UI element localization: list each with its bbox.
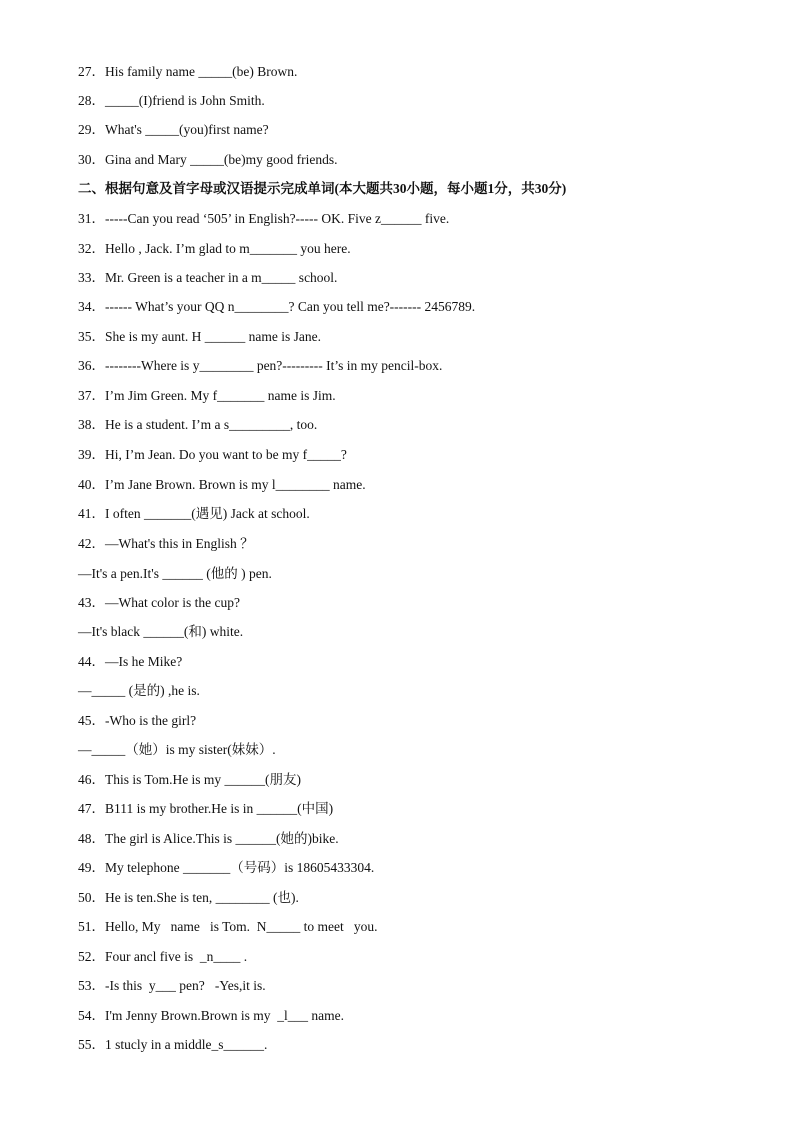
- question-48: 48．The girl is Alice.This is ______(她的)bike.: [78, 831, 339, 846]
- question-52: 52．Four ancl five is _n____ .: [78, 949, 248, 964]
- question-33: 33．Mr. Green is a teacher in a m_____ school.: [78, 270, 338, 285]
- question-44-answer: —_____ (是的) ,he is.: [78, 683, 200, 698]
- question-47: 47．B111 is my brother.He is in ______(中国): [78, 801, 334, 816]
- question-30: 30．Gina and Mary _____(be)my good friends.: [78, 152, 338, 167]
- question-54: 54．I'm Jenny Brown.Brown is my _l___ name.: [78, 1008, 345, 1023]
- question-43: 43．—What color is the cup?: [78, 595, 240, 610]
- question-44: 44．—Is he Mike?: [78, 654, 183, 669]
- question-43-answer: —It's black ______(和) white.: [78, 624, 244, 639]
- question-31: 31．-----Can you read ‘505’ in English?----- OK. Five z______ five.: [78, 211, 450, 226]
- question-32: 32．Hello , Jack. I’m glad to m_______ you here.: [78, 241, 351, 256]
- question-34: 34．------ What’s your QQ n________? Can you tell me?------- 2456789.: [78, 299, 476, 314]
- question-29: 29．What's _____(you)first name?: [78, 122, 269, 137]
- question-46: 46．This is Tom.He is my ______(朋友): [78, 772, 302, 787]
- question-40: 40．I’m Jane Brown. Brown is my l________ name.: [78, 477, 366, 492]
- question-55: 55．1 stucly in a middle_s______.: [78, 1037, 268, 1052]
- question-45-answer: —_____（她）is my sister(妹妹）.: [78, 742, 276, 757]
- question-27: 27．His family name _____(be) Brown.: [78, 64, 298, 79]
- question-36: 36．--------Where is y________ pen?--------- It’s in my pencil-box.: [78, 358, 443, 373]
- question-51: 51．Hello, My name is Tom. N_____ to meet you.: [78, 919, 378, 934]
- question-35: 35．She is my aunt. H ______ name is Jane.: [78, 329, 321, 344]
- section-heading: 二、根据句意及首字母或汉语提示完成单词(本大题共30小题，每小题1分，共30分): [78, 181, 567, 196]
- question-50: 50．He is ten.She is ten, ________ (也).: [78, 890, 299, 905]
- question-42: 42．—What's this in English ？: [78, 536, 254, 551]
- question-38: 38．He is a student. I’m a s_________, too.: [78, 417, 318, 432]
- question-53: 53．-Is this y___ pen? -Yes,it is.: [78, 978, 266, 993]
- question-42-answer: —It's a pen.It's ______ (他的 ) pen.: [78, 566, 272, 581]
- question-41: 41．I often _______(遇见) Jack at school.: [78, 506, 310, 521]
- question-37: 37．I’m Jim Green. My f_______ name is Jim.: [78, 388, 336, 403]
- question-39: 39．Hi, I’m Jean. Do you want to be my f_____?: [78, 447, 347, 462]
- question-28: 28．_____(I)friend is John Smith.: [78, 93, 265, 108]
- question-49: 49．My telephone _______（号码）is 18605433304.: [78, 860, 375, 875]
- question-45: 45．-Who is the girl?: [78, 713, 197, 728]
